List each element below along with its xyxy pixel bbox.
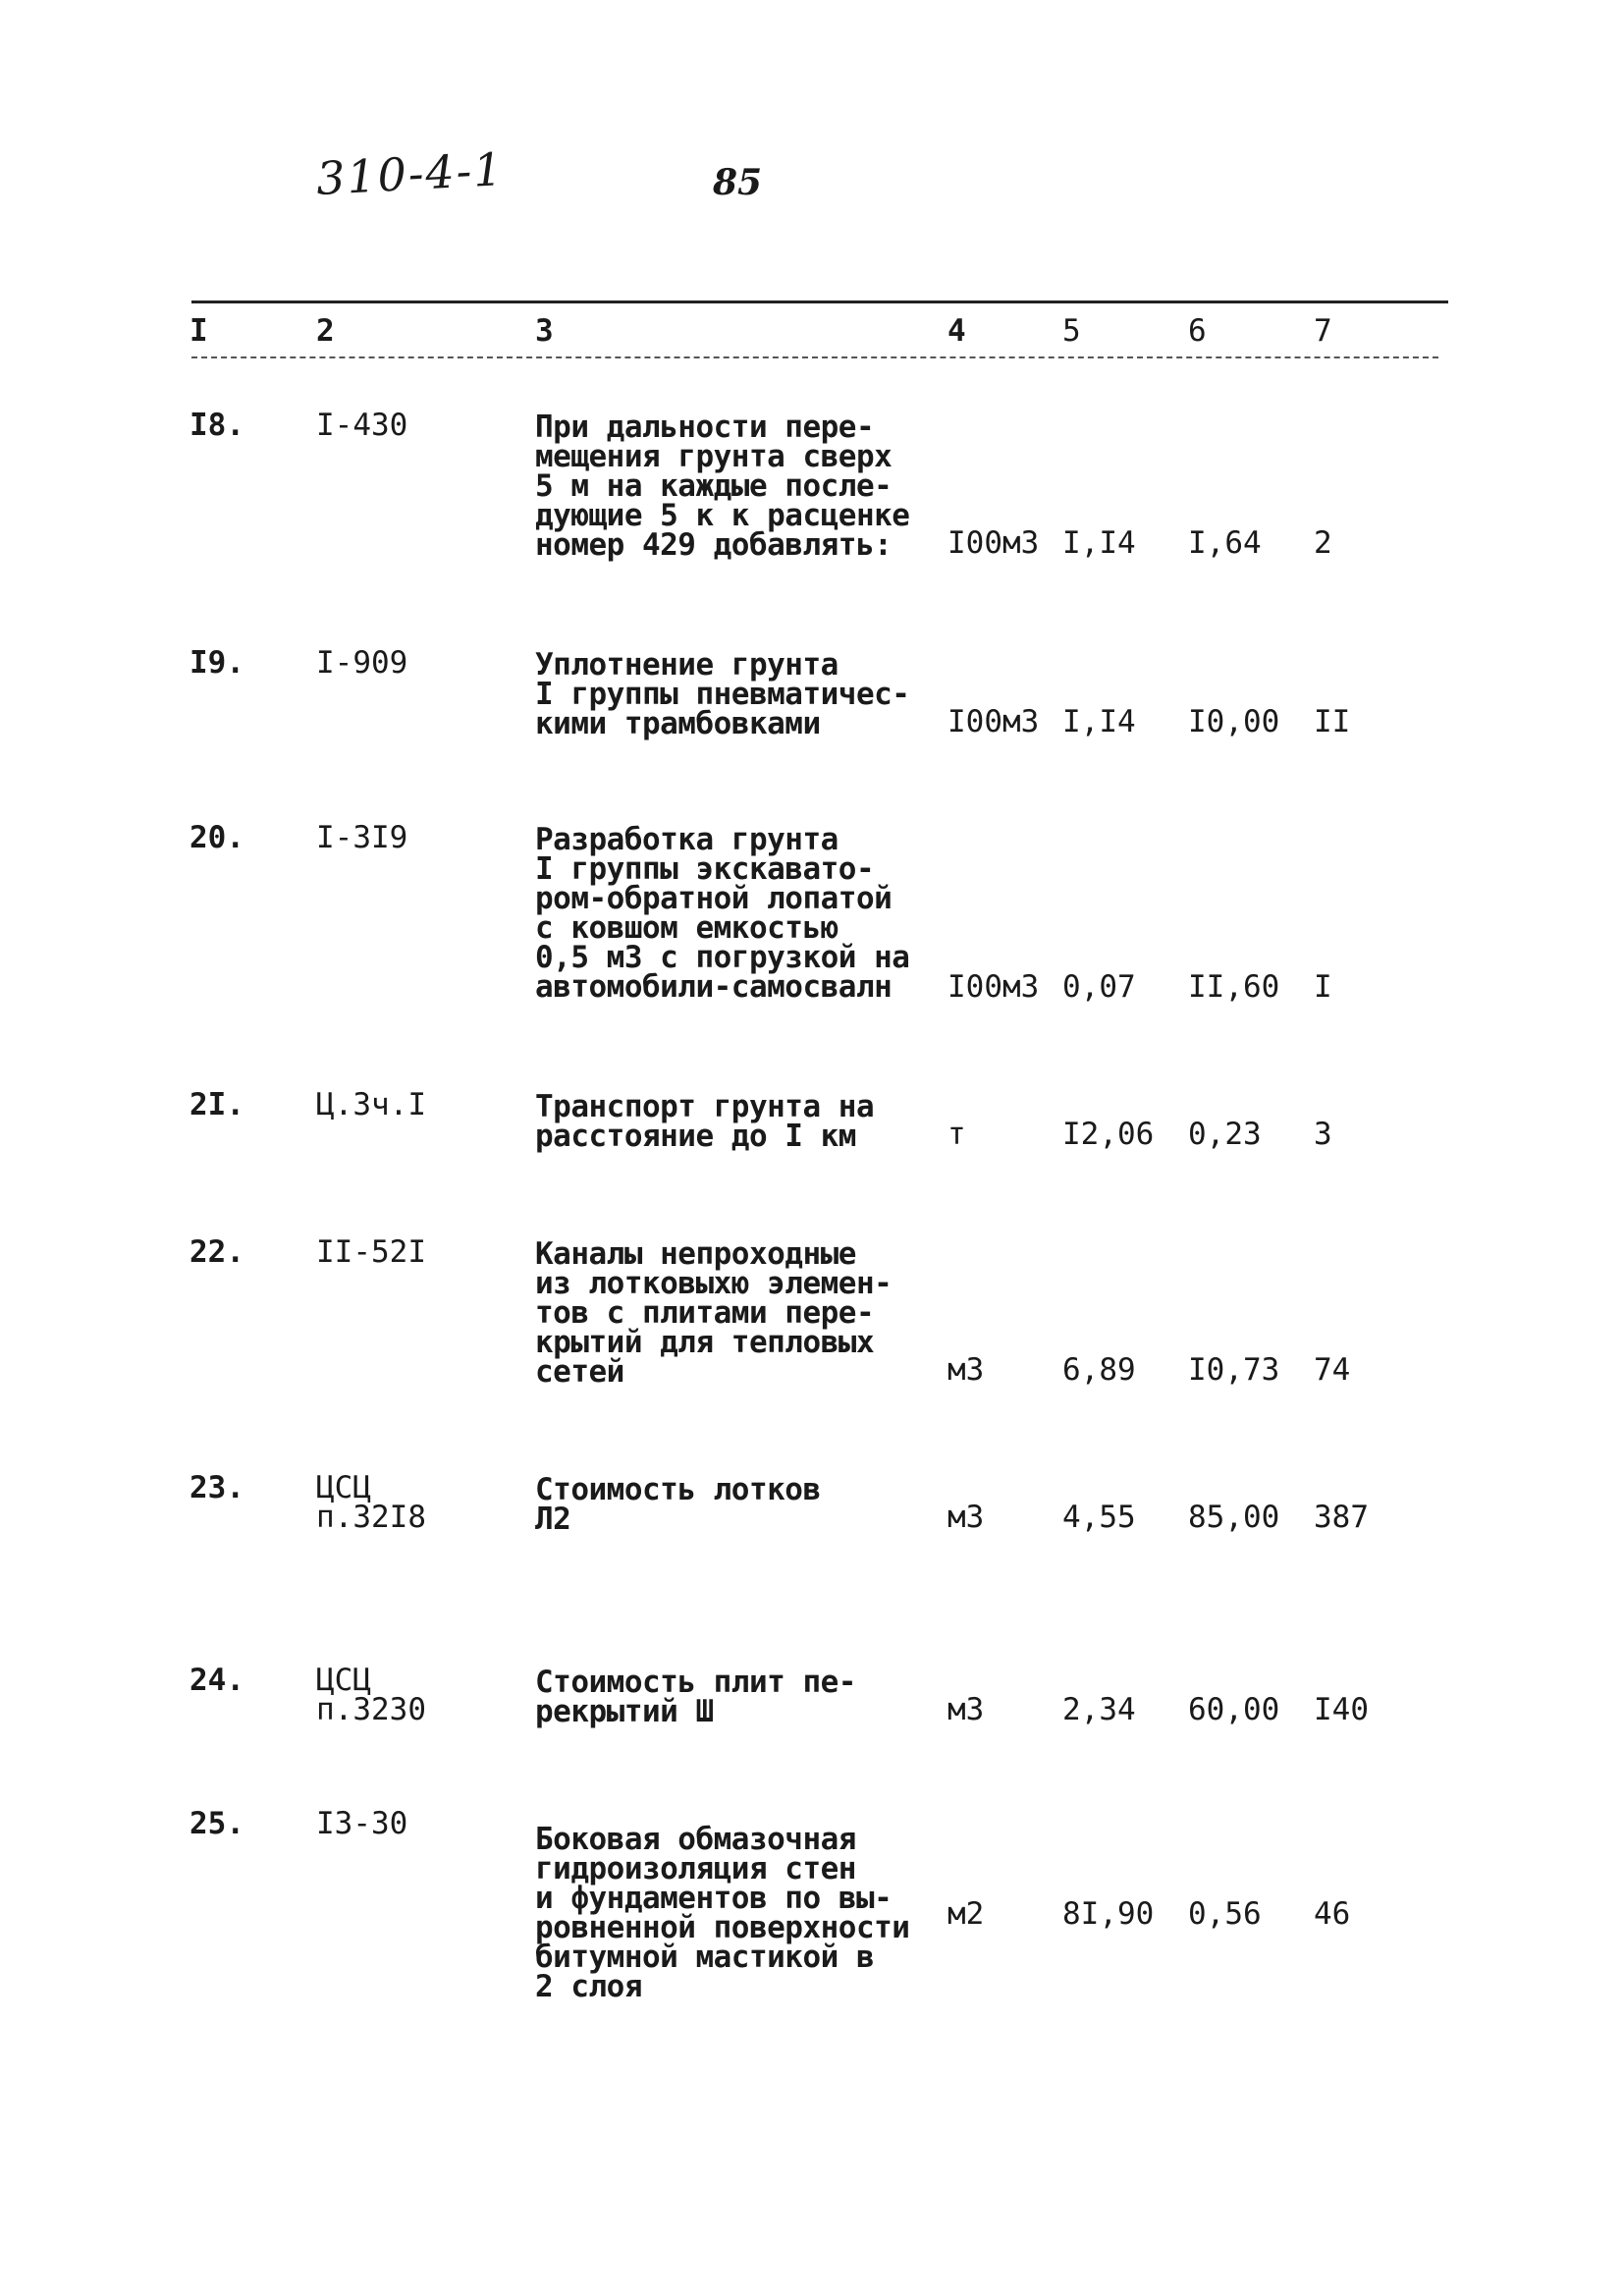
header-col-6: 6 bbox=[1188, 313, 1207, 349]
unit: т bbox=[947, 1117, 966, 1152]
total-cost: 3 bbox=[1314, 1117, 1332, 1152]
rate-code: ЦСЦ п.3230 bbox=[316, 1663, 426, 1727]
work-description: Каналы непроходные из лотковыхю элемен- тов с плитами пере- крытий для тепловых сетей bbox=[535, 1236, 893, 1390]
work-description: Разработка грунта I группы экскавато- ром-обратной лопатой с ковшом емкостью 0,5 м3 с погрузкой на автомобили-самосвалн bbox=[535, 822, 910, 1005]
row-number: 24. bbox=[189, 1663, 244, 1698]
total-cost: II bbox=[1314, 704, 1351, 739]
work-description: Транспорт грунта на расстояние до I км bbox=[535, 1089, 875, 1154]
unit: м3 bbox=[947, 1692, 985, 1727]
total-cost: 46 bbox=[1314, 1896, 1351, 1932]
rate-code: I-909 bbox=[316, 645, 408, 681]
quantity: 2,34 bbox=[1062, 1692, 1136, 1727]
total-cost: 387 bbox=[1314, 1500, 1369, 1535]
header-col-7: 7 bbox=[1314, 313, 1332, 349]
row-number: 23. bbox=[189, 1470, 244, 1505]
work-description: Стоимость плит пе- рекрытий Ш bbox=[535, 1665, 856, 1729]
unit-price: I,64 bbox=[1188, 525, 1262, 561]
table-header-rule bbox=[191, 356, 1438, 358]
unit-price: 60,00 bbox=[1188, 1692, 1280, 1727]
row-number: 25. bbox=[189, 1806, 244, 1841]
total-cost: 2 bbox=[1314, 525, 1332, 561]
row-number: I9. bbox=[189, 645, 244, 681]
unit: I00м3 bbox=[947, 525, 1040, 561]
work-description: При дальности пере- мещения грунта сверх 5 м на каждые после- дующие 5 к к расценке номер 429 добавлять: bbox=[535, 410, 910, 563]
rate-code: I-430 bbox=[316, 408, 408, 443]
total-cost: 74 bbox=[1314, 1352, 1351, 1388]
row-number: I8. bbox=[189, 408, 244, 443]
unit: м3 bbox=[947, 1352, 985, 1388]
work-description: Стоимость лотков Л2 bbox=[535, 1472, 821, 1537]
header-col-1: I bbox=[189, 313, 208, 349]
quantity: I,I4 bbox=[1062, 525, 1136, 561]
rate-code: I3-30 bbox=[316, 1806, 408, 1841]
row-number: 22. bbox=[189, 1234, 244, 1270]
rate-code: Ц.3ч.I bbox=[316, 1087, 426, 1122]
work-description: Боковая обмазочная гидроизоляция стен и фундаментов по вы- ровненной поверхности битумной мастикой в 2 слоя bbox=[535, 1822, 910, 2004]
quantity: 8I,90 bbox=[1062, 1896, 1155, 1932]
unit-price: I0,00 bbox=[1188, 704, 1280, 739]
unit: I00м3 bbox=[947, 969, 1040, 1005]
header-col-5: 5 bbox=[1062, 313, 1081, 349]
unit-price: 0,56 bbox=[1188, 1896, 1262, 1932]
work-description: Уплотнение грунта I группы пневматичес- кими трамбовками bbox=[535, 647, 910, 741]
header-col-3: 3 bbox=[535, 313, 554, 349]
rate-code: ЦСЦ п.32I8 bbox=[316, 1470, 426, 1535]
total-cost: I40 bbox=[1314, 1692, 1369, 1727]
row-number: 2I. bbox=[189, 1087, 244, 1122]
quantity: 4,55 bbox=[1062, 1500, 1136, 1535]
table-top-rule bbox=[191, 301, 1448, 303]
rate-code: II-52I bbox=[316, 1234, 426, 1270]
row-number: 20. bbox=[189, 820, 244, 855]
unit: I00м3 bbox=[947, 704, 1040, 739]
unit-price: 0,23 bbox=[1188, 1117, 1262, 1152]
quantity: I2,06 bbox=[1062, 1117, 1155, 1152]
document-code: 310-4-1 bbox=[314, 142, 506, 205]
header-col-2: 2 bbox=[316, 313, 335, 349]
unit: м2 bbox=[947, 1896, 985, 1932]
unit-price: I0,73 bbox=[1188, 1352, 1280, 1388]
quantity: I,I4 bbox=[1062, 704, 1136, 739]
rate-code: I-3I9 bbox=[316, 820, 408, 855]
quantity: 6,89 bbox=[1062, 1352, 1136, 1388]
unit: м3 bbox=[947, 1500, 985, 1535]
page-number: 85 bbox=[713, 162, 763, 203]
header-col-4: 4 bbox=[947, 313, 966, 349]
quantity: 0,07 bbox=[1062, 969, 1136, 1005]
unit-price: II,60 bbox=[1188, 969, 1280, 1005]
total-cost: I bbox=[1314, 969, 1332, 1005]
unit-price: 85,00 bbox=[1188, 1500, 1280, 1535]
